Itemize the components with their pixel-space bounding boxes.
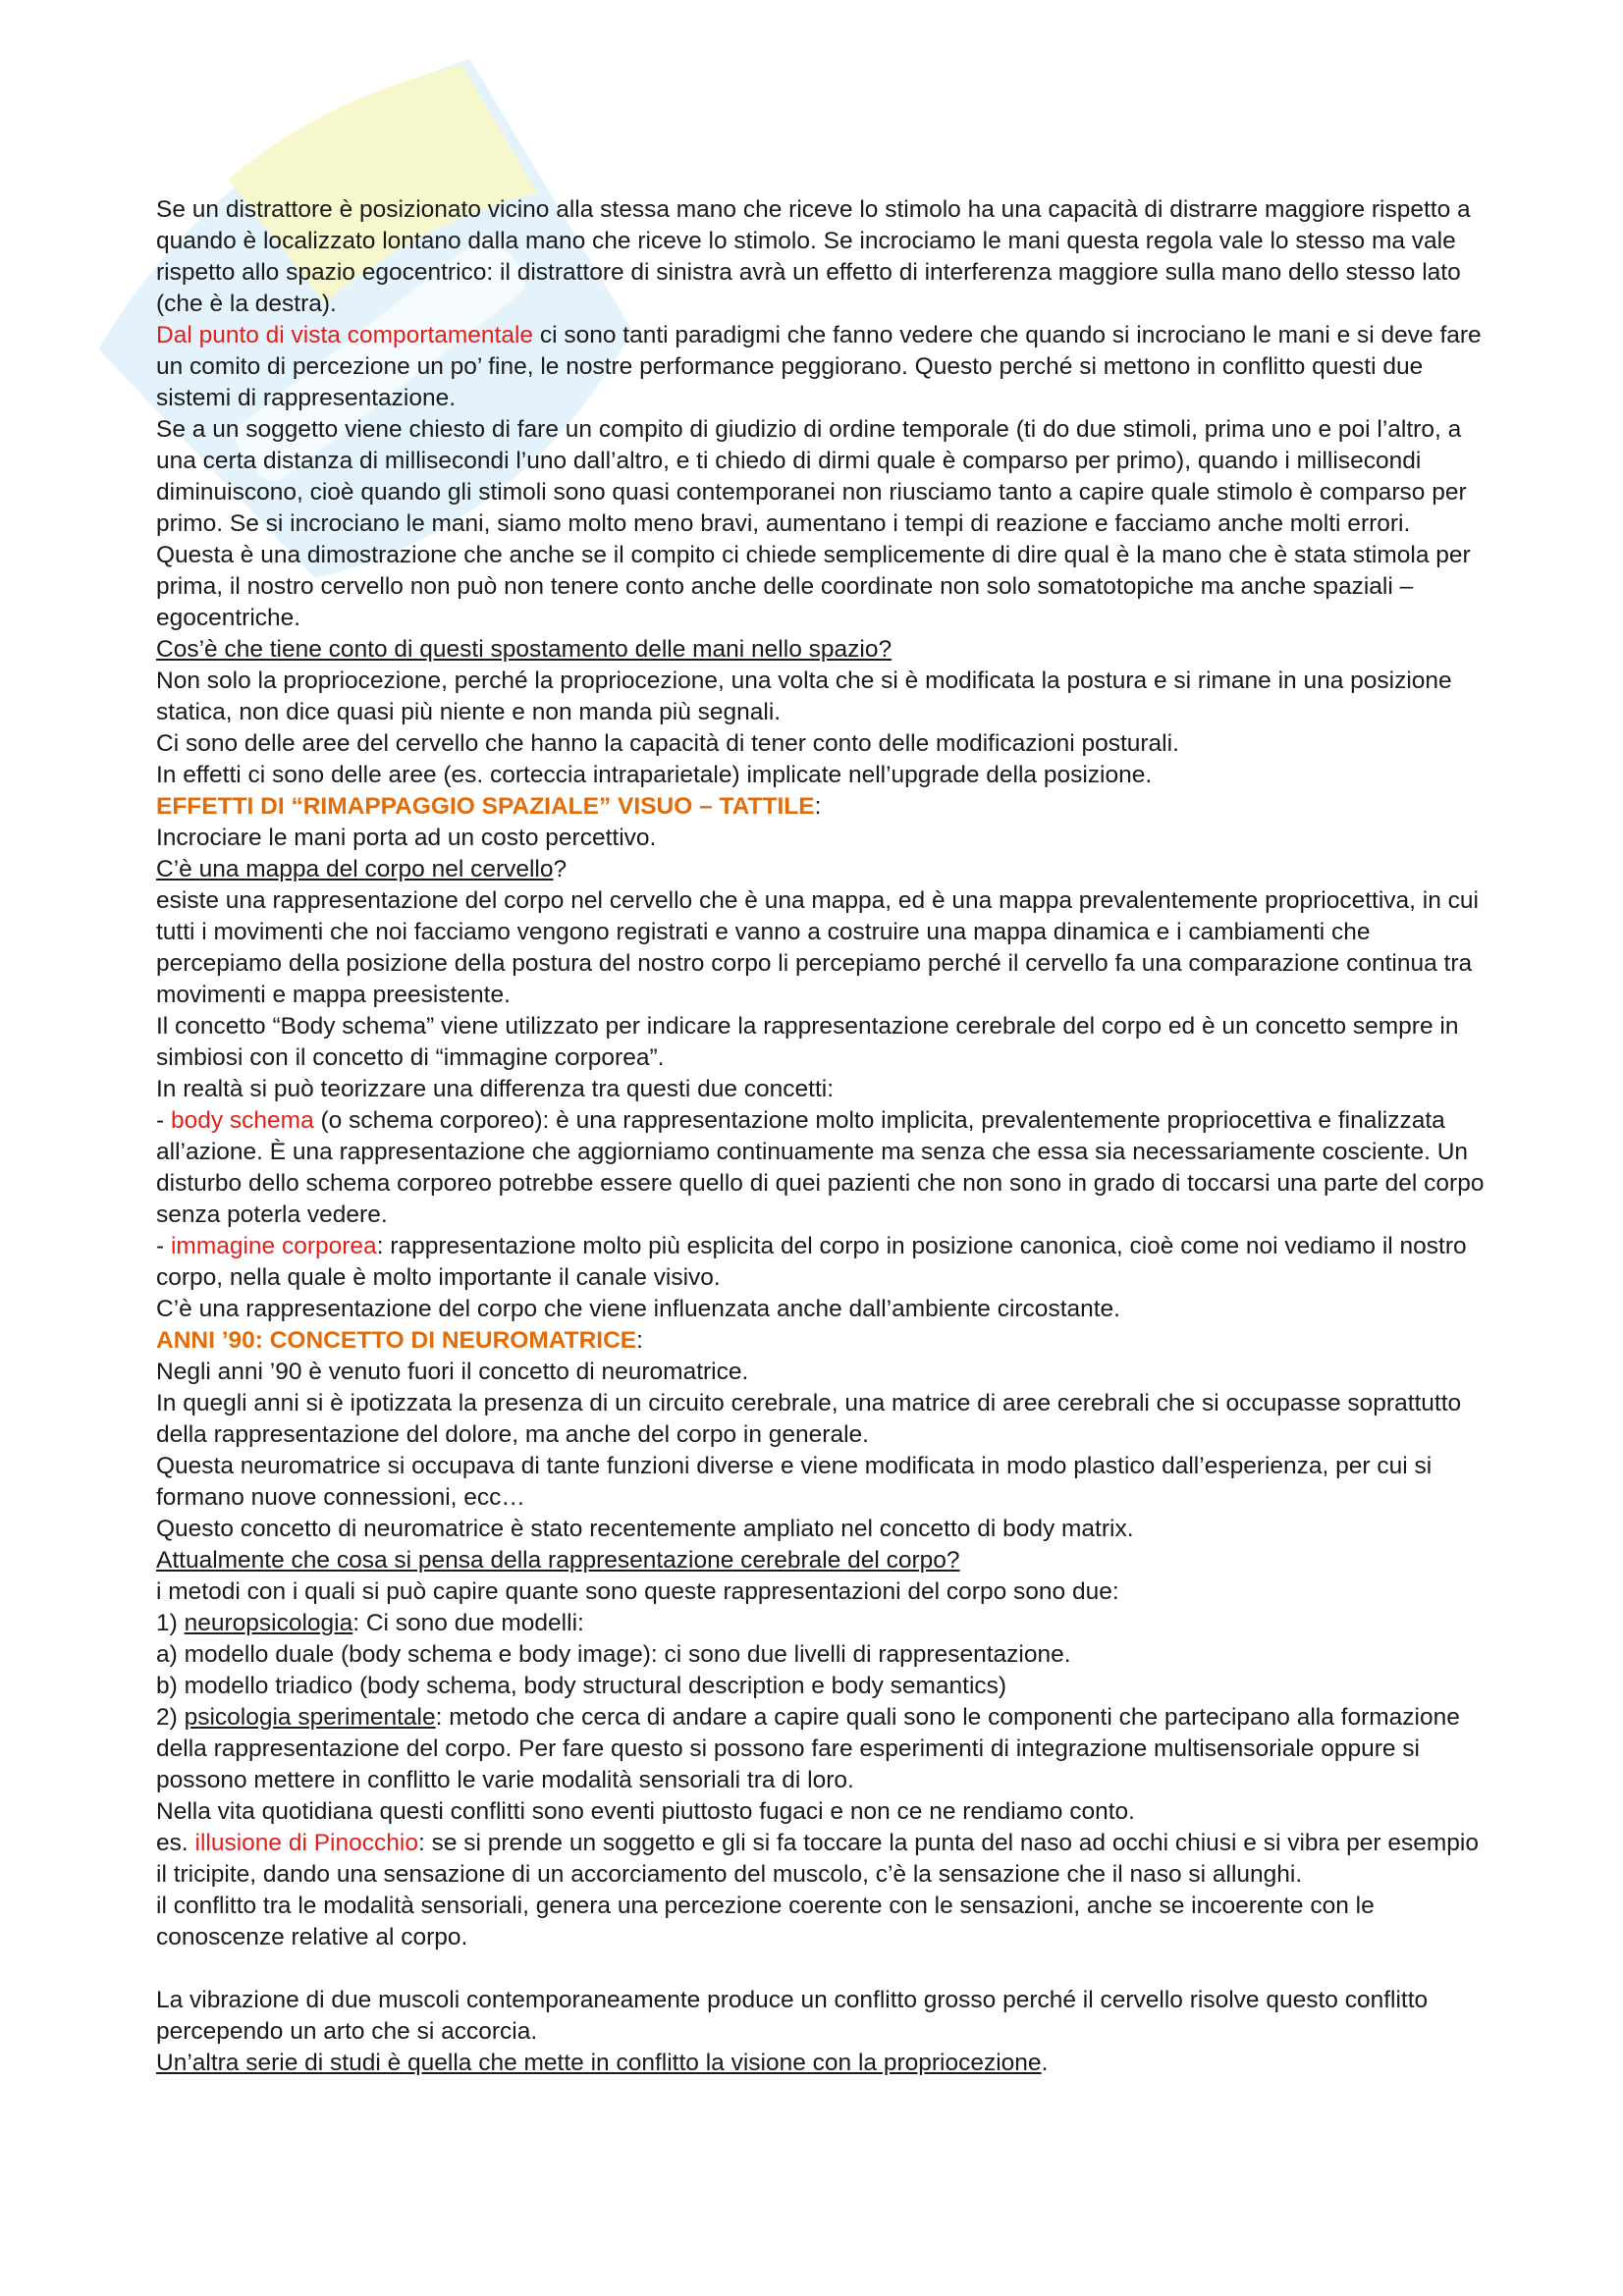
heading-colon: : <box>636 1327 643 1354</box>
paragraph: Questo concetto di neuromatrice è stato recentemente ampliato nel concetto di body matrix. <box>156 1516 1134 1542</box>
sub-item: b) modello triadico (body schema, body structural description e body semantics) <box>156 1673 1007 1699</box>
underlined-question: Cos’è che tiene conto di questi spostamento delle mani nello spazio? <box>156 636 893 663</box>
paragraph: In realtà si può teorizzare una differenza tra questi due concetti: <box>156 1076 835 1102</box>
bullet-dash: - <box>156 1107 171 1134</box>
example-paragraph <box>156 1828 1491 1891</box>
example-prefix: es. <box>156 1830 195 1856</box>
paragraph: Non solo la propriocezione, perché la propriocezione, una volta che si è modificata la postura e si rimane in una posizione statica, non dice quasi più niente e non manda più segnali. <box>156 667 1452 725</box>
item-number: 1) <box>156 1610 185 1636</box>
closing-line <box>156 2048 1491 2079</box>
underlined-term: psicologia sperimentale <box>184 1704 436 1731</box>
paragraph: Nella vita quotidiana questi conflitti sono eventi piuttosto fugaci e non ce ne rendiamo conto. <box>156 1798 1135 1825</box>
document-body <box>156 194 1491 2079</box>
bullet-text: (o schema corporeo): è una rappresentazione molto implicita, prevalentemente propriocettiva e finalizzata all’azione. È una rappresentazione che aggiorniamo continuamente ma senza che essa sia necessariamente cosciente. Un disturbo dello schema corporeo potrebbe essere quello di quei pazienti che non sono in grado di toccarsi una parte del corpo senza poterla vedere. <box>156 1107 1485 1228</box>
numbered-item <box>156 1608 1491 1639</box>
heading-colon: : <box>814 793 822 820</box>
paragraph: In effetti ci sono delle aree (es. corteccia intraparietale) implicate nell’upgrade della posizione. <box>156 762 1153 788</box>
paragraph: Questa è una dimostrazione che anche se il compito ci chiede semplicemente di dire qual è la mano che è stata stimola per prima, il nostro cervello non può non tenere conto anche delle coordinate non solo somatotopiche ma anche spaziali – egocentriche. <box>156 542 1471 631</box>
arrow-paragraph: il conflitto tra le modalità sensoriali, genera una percezione coerente con le sensazioni, anche se incoerente con le conoscenze relative al corpo. <box>156 1893 1375 1950</box>
paragraph: Questa neuromatrice si occupava di tante funzioni diverse e viene modificata in modo plastico dall’esperienza, per cui si formano nuove connessioni, ecc… <box>156 1453 1433 1511</box>
paragraph: esiste una rappresentazione del corpo nel cervello che è una mappa, ed è una mappa prevalentemente propriocettiva, in cui tutti i movimenti che noi facciamo vengono registrati e vanno a costruire una mappa dinamica e i cambiamenti che percepiamo della posizione della postura del nostro corpo li percepiamo perché il cervello fa una comparazione continua tra movimenti e mappa preesistente. <box>156 887 1479 1008</box>
item-number: 2) <box>156 1704 185 1731</box>
bullet-dash: - <box>156 1233 171 1259</box>
blank-line <box>156 1953 1491 1985</box>
paragraph: Ci sono delle aree del cervello che hanno la capacità di tener conto delle modificazioni posturali. <box>156 730 1179 757</box>
item-text: : metodo che cerca di andare a capire quali sono le componenti che partecipano alla formazione della rappresentazione del corpo. Per fare questo si possono fare esperimenti di integrazione multisensoriale oppure si possono mettere in conflitto le varie modalità sensoriali tra di loro. <box>156 1704 1460 1793</box>
paragraph: Incrociare le mani porta ad un costo percettivo. <box>156 825 657 851</box>
example-text: : se si prende un soggetto e gli si fa toccare la punta del naso ad occhi chiusi e si vibra per esempio il tricipite, dando una sensazione di un accorciamento del muscolo, c’è la sensazione che il naso si allunghi. <box>156 1830 1479 1888</box>
numbered-item <box>156 1702 1491 1796</box>
item-text: : Ci sono due modelli: <box>352 1610 584 1636</box>
heading-text: EFFETTI DI “RIMAPPAGGIO SPAZIALE” VISUO – TATTILE <box>156 793 815 820</box>
paragraph: C’è una rappresentazione del corpo che viene influenzata anche dall’ambiente circostante. <box>156 1296 1120 1322</box>
paragraph: La vibrazione di due muscoli contemporaneamente produce un conflitto grosso perché il cervello risolve questo conflitto percependo un arto che si accorcia. <box>156 1987 1429 2045</box>
underlined-question: C’è una mappa del corpo nel cervello <box>156 856 554 882</box>
bullet-item <box>156 1231 1491 1294</box>
question-mark: ? <box>553 856 568 882</box>
bullet-text: : rappresentazione molto più esplicita del corpo in posizione canonica, cioè come noi vediamo il nostro corpo, nella quale è molto importante il canale visivo. <box>156 1233 1467 1291</box>
paragraph-text: ci sono tanti paradigmi che fanno vedere che quando si incrociano le mani e si deve fare un comito di percezione un po’ fine, le nostre performance peggiorano. Questo perché si mettono in conflitto questi due sistemi di rappresentazione. <box>156 322 1482 411</box>
highlighted-term: illusione di Pinocchio <box>194 1830 418 1856</box>
underlined-question: Attualmente che cosa si pensa della rappresentazione cerebrale del corpo? <box>156 1547 960 1574</box>
paragraph: Il concetto “Body schema” viene utilizzato per indicare la rappresentazione cerebrale del corpo ed è un concetto sempre in simbiosi con il concetto di “immagine corporea”. <box>156 1013 1459 1071</box>
highlighted-term: Dal punto di vista comportamentale <box>156 322 534 348</box>
bullet-item <box>156 1105 1491 1231</box>
underlined-term: neuropsicologia <box>184 1610 353 1636</box>
highlighted-term: body schema <box>170 1107 314 1134</box>
paragraph: Negli anni ’90 è venuto fuori il concetto di neuromatrice. <box>156 1359 749 1385</box>
highlighted-term: immagine corporea <box>170 1233 377 1259</box>
paragraph: Se a un soggetto viene chiesto di fare un compito di giudizio di ordine temporale (ti do due stimoli, prima uno e poi l’altro, a una certa distanza di millisecondi l’uno dall’altro, e ti chiedo di dirmi quale è comparso per primo), quando i millisecondi diminuiscono, cioè quando gli stimoli sono quasi contemporanei non riusciamo tanto a capire quale stimolo è comparso per primo. Se si incrociano le mani, siamo molto meno bravi, aumentano i tempi di reazione e facciamo anche molti errori. <box>156 416 1467 537</box>
section-heading <box>156 791 1491 823</box>
section-heading <box>156 1325 1491 1357</box>
sub-item: a) modello duale (body schema e body image): ci sono due livelli di rappresentazione. <box>156 1641 1071 1668</box>
paragraph <box>156 320 1491 414</box>
heading-text: ANNI ’90: CONCETTO DI NEUROMATRICE <box>156 1327 637 1354</box>
question-line <box>156 854 1491 885</box>
arrow-paragraph: i metodi con i quali si può capire quante sono queste rappresentazioni del corpo sono due: <box>156 1578 1119 1605</box>
paragraph: Se un distrattore è posizionato vicino alla stessa mano che riceve lo stimolo ha una capacità di distrarre maggiore rispetto a quando è localizzato lontano dalla mano che riceve lo stimolo. Se incrociamo le mani questa regola vale lo stesso ma vale rispetto allo spazio egocentrico: il distrattore di sinistra avrà un effetto di interferenza maggiore sulla mano dello stesso lato (che è la destra). <box>156 196 1471 317</box>
paragraph: In quegli anni si è ipotizzata la presenza di un circuito cerebrale, una matrice di aree cerebrali che si occupasse soprattutto della rappresentazione del dolore, ma anche del corpo in generale. <box>156 1390 1462 1448</box>
sentence-period: . <box>1041 2050 1049 2076</box>
underlined-sentence: Un’altra serie di studi è quella che mette in conflitto la visione con la propriocezione <box>156 2050 1042 2076</box>
